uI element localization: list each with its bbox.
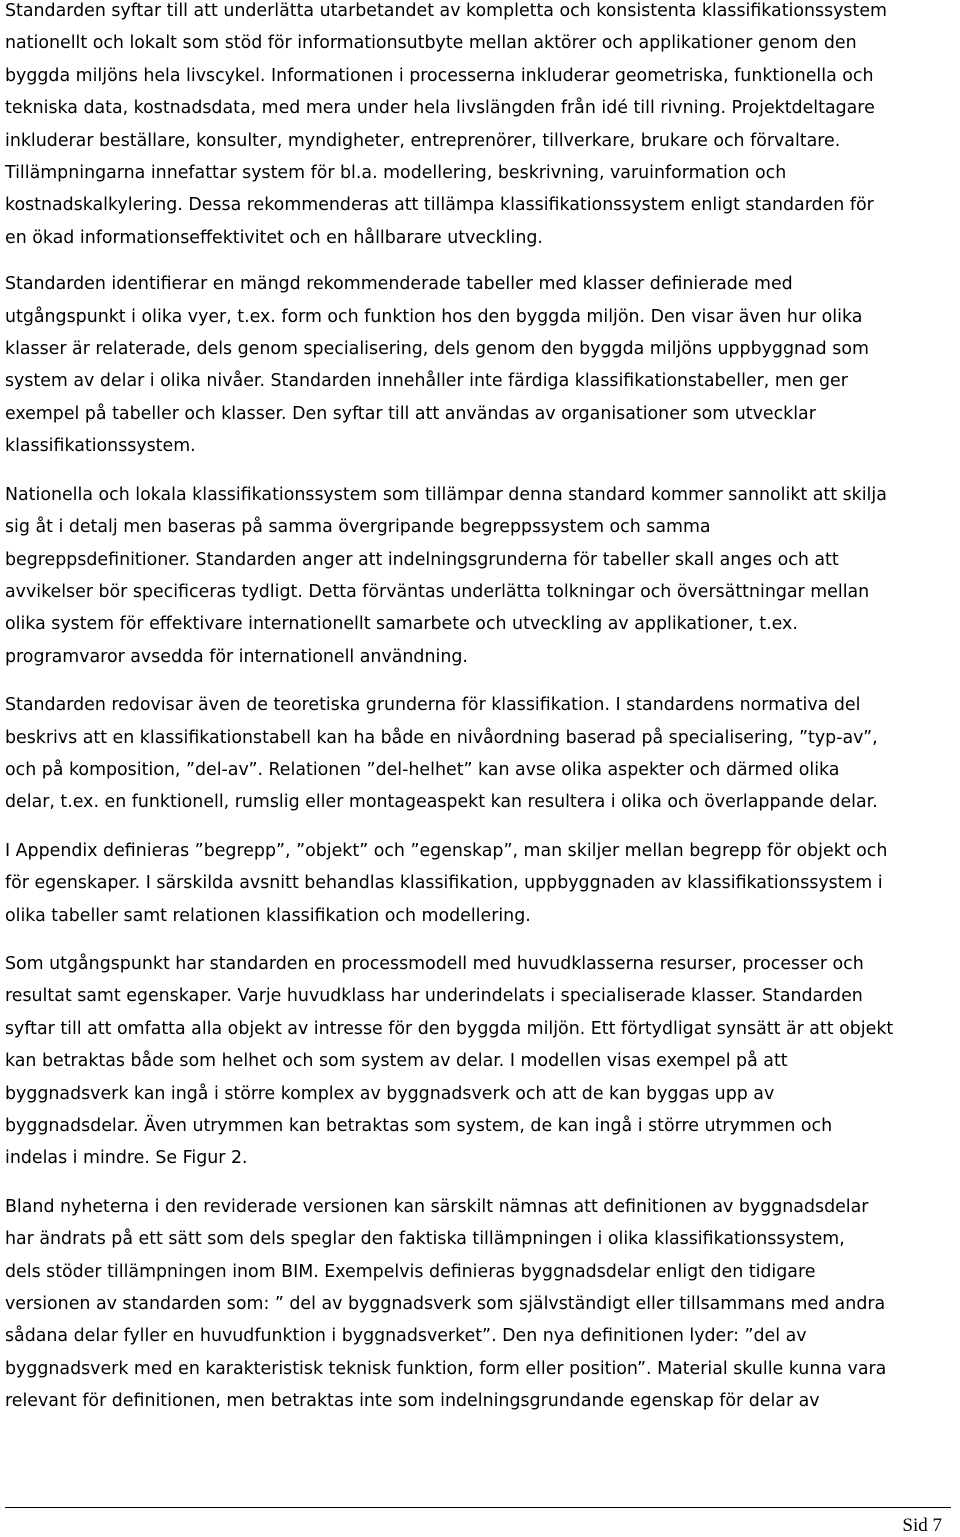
paragraph-national-local-systems: Nationella och lokala klassifikationssystem som tillämpar denna standard kommer sannolikt att skilja sig åt i detalj men baseras på samma övergripande begreppssystem och samma begreppsdefinitioner. Standarden anger att indelningsgrunderna för tabeller skall anges och att avvikelser bör specificeras tydligt. Detta förväntas underlätta tolkningar och översättningar mellan olika system för effektivare internationellt samarbete och utveckling av applikationer, t.ex. programvaror avsedda för internationell användning. [5, 484, 887, 667]
footer-divider [5, 1507, 951, 1508]
paragraph-theoretical-foundations: Standarden redovisar även de teoretiska grunderna för klassifikation. I standardens normativa del beskrivs att en klassifikationstabell kan ha både en nivåordning baserad på specialisering, ”typ-av”, och på komposition, ”del-av”. Relationen ”del-helhet” kan avse olika aspekter och därmed olika delar, t.ex. en funktionell, rumslig eller montageaspekt kan resultera i olika och överlappande delar. [5, 695, 878, 813]
document-body [5, 0, 951, 1434]
paragraph-appendix-definitions: I Appendix definieras ”begrepp”, ”objekt” och ”egenskap”, man skiljer mellan begrepp för objekt och för egenskaper. I särskilda avsnitt behandlas klassifikation, uppbyggnaden av klassifikationssystem i olika tabeller samt relationen klassifikation och modellering. [5, 840, 888, 926]
paragraph-process-model: Som utgångspunkt har standarden en processmodell med huvudklasserna resurser, processer och resultat samt egenskaper. Varje huvudklass har underindelats i specialiserade klasser. Standarden syftar till att omfatta alla objekt av intresse för den byggda miljön. Ett förtydligat synsätt är att objekt kan betraktas både som helhet och som system av delar. I modellen visas exempel på att byggnadsverk kan ingå i större komplex av byggnadsverk och att de kan byggas upp av byggnadsdelar. Även utrymmen kan betraktas som system, de kan ingå i större utrymmen och indelas i mindre. Se Figur 2. [5, 953, 894, 1169]
paragraph-recommended-tables: Standarden identifierar en mängd rekommenderade tabeller med klasser definierade med utgångspunkt i olika vyer, t.ex. form och funktion hos den byggda miljön. Den visar även hur olika klasser är relaterade, dels genom specialisering, dels genom den byggda miljöns uppbyggnad som system av delar i olika nivåer. Standarden innehåller inte färdiga klassifikationstabeller, men ger exempel på tabeller och klasser. Den syftar till att användas av organisationer som utvecklar klassifikationssystem. [5, 274, 869, 457]
paragraph-standard-purpose: Standarden syftar till att underlätta utarbetandet av kompletta och konsistenta klassifikationssystem nationellt och lokalt som stöd för informationsutbyte mellan aktörer och applikationer genom den byggda miljöns hela livscykel. Informationen i processerna inkluderar geometriska, funktionella och tekniska data, kostnadsdata, med mera under hela livslängden från idé till rivning. Projektdeltagare inkluderar beställare, konsulter, myndigheter, entreprenörer, tillverkare, brukare och förvaltare. Tillämpningarna innefattar system för bl.a. modellering, beskrivning, varuinformation och kostnadskalkylering. Dessa rekommenderas att tillämpa klassifikationssystem enligt standarden för en ökad informationseffektivitet och en hållbarare utveckling. [5, 1, 887, 248]
paragraph-revised-version-news: Bland nyheterna i den reviderade versionen kan särskilt nämnas att definitionen av byggnadsdelar har ändrats på ett sätt som dels speglar den faktiska tillämpningen i olika klassifikationssystem, dels stöder tillämpningen inom BIM. Exempelvis definieras byggnadsdelar enligt den tidigare versionen av standarden som: ” del av byggnadsverk som självständigt eller tillsammans med andra sådana delar fyller en huvudfunktion i byggnadsverket”. Den nya definitionen lyder: ”del av byggnadsverk med en karakteristisk teknisk funktion, form eller position”. Material skulle kunna vara relevant för definitionen, men betraktas inte som indelningsgrundande egenskap för delar av [5, 1196, 887, 1412]
page-number: Sid 7 [902, 1515, 942, 1536]
